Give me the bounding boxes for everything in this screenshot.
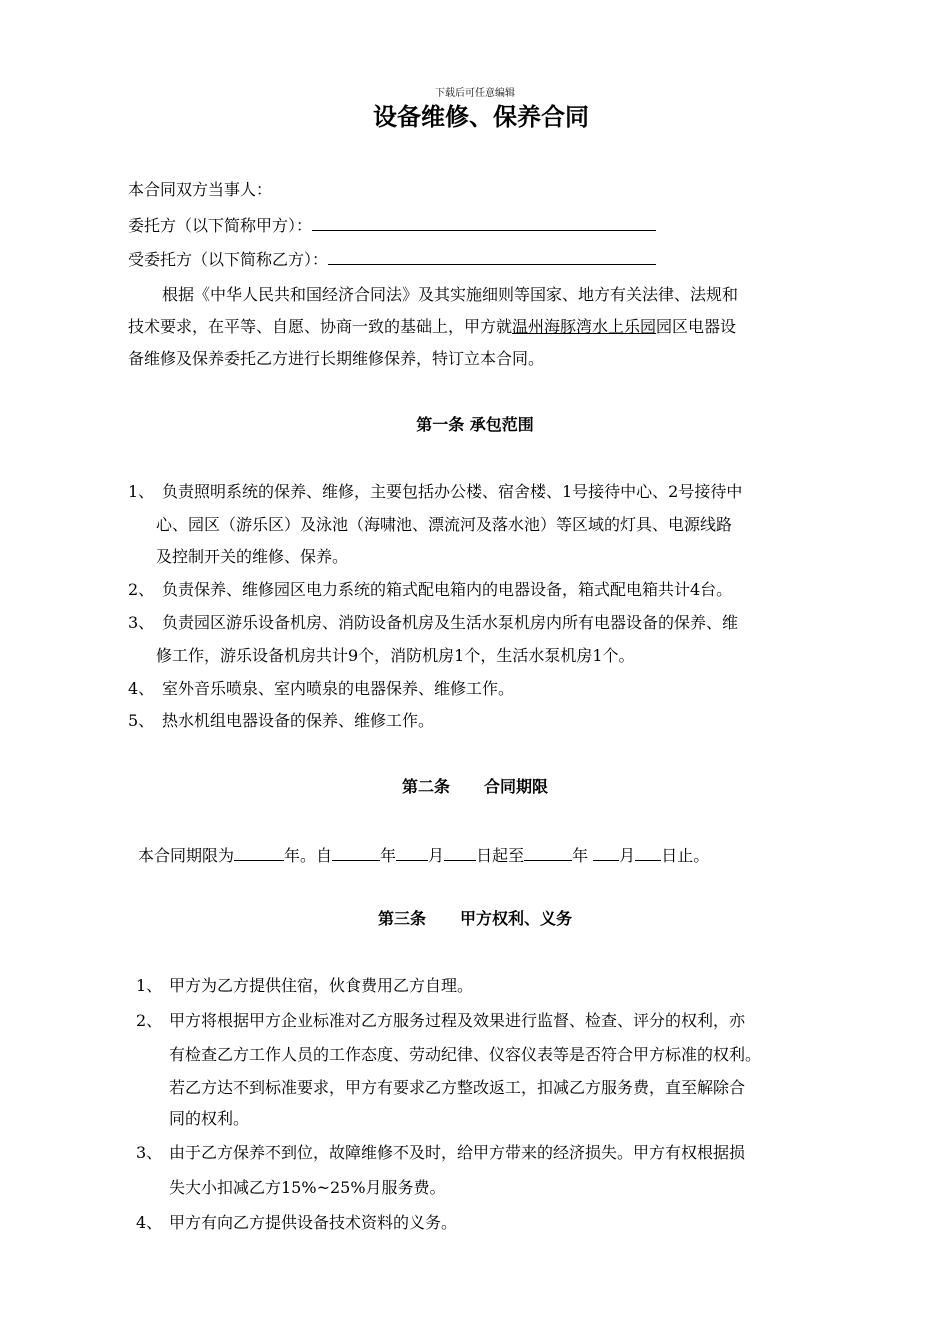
preamble-line-3: 备维修及保养委托乙方进行长期维修保养，特订立本合同。 — [128, 349, 545, 368]
art3-item-1-line: 甲方为乙方提供住宿，伙食费用乙方自理。 — [169, 976, 474, 995]
art1-item-4-line: 室外音乐喷泉、室内喷泉的电器保养、维修工作。 — [162, 679, 515, 698]
party-b-blank[interactable] — [328, 247, 656, 265]
art1-item-5-line: 热水机组电器设备的保养、维修工作。 — [162, 711, 435, 730]
start-year-blank[interactable] — [332, 843, 380, 861]
preamble-line-2 — [128, 316, 736, 338]
art1-item-4-num: 4、 — [128, 679, 155, 698]
art3-item-2-num: 2、 — [136, 1011, 163, 1030]
party-b-label: 受委托方（以下简称乙方）： — [128, 250, 329, 269]
article-3-title: 甲方权利、义务 — [460, 909, 573, 928]
art1-item-1-line: 及控制开关的维修、保养。 — [156, 547, 349, 566]
art1-item-3-num: 3、 — [128, 613, 155, 632]
period-text: 年。自 — [284, 846, 333, 865]
preamble-text: 园区电器设 — [656, 317, 737, 336]
art1-item-3-line: 修工作，游乐设备机房共计9个，消防机房1个，生活水泵机房1个。 — [156, 646, 635, 665]
art3-item-2-line: 有检查乙方工作人员的工作态度、劳动纪律、仪容仪表等是否符合甲方标准的权利。 — [169, 1045, 762, 1064]
period-text: 年 — [380, 846, 397, 865]
preamble-line-1: 根据《中华人民共和国经济合同法》及其实施细则等国家、地方有关法律、法规和 — [162, 285, 739, 304]
art3-item-3-line: 由于乙方保养不到位，故障维修不及时，给甲方带来的经济损失。甲方有权根据损 — [169, 1143, 746, 1162]
period-text: 日起至 — [476, 846, 525, 865]
art1-item-1-line: 心、园区（游乐区）及泳池（海啸池、漂流河及落水池）等区域的灯具、电源线路 — [156, 515, 733, 534]
period-years-blank[interactable] — [234, 843, 284, 861]
preamble-text: 技术要求，在平等、自愿、协商一致的基础上，甲方就 — [128, 317, 513, 336]
period-text: 本合同期限为 — [138, 846, 235, 865]
party-a-blank[interactable] — [312, 213, 656, 231]
period-text: 年 — [572, 846, 594, 865]
document-title: 设备维修、保养合同 — [373, 103, 589, 131]
park-name: 温州海豚湾水上乐园 — [512, 317, 657, 336]
art3-item-2-line: 同的权利。 — [169, 1109, 250, 1128]
art1-item-2-num: 2、 — [128, 580, 155, 599]
article-1-heading: 第一条 承包范围 — [416, 415, 534, 434]
art3-item-2-line: 甲方将根据甲方企业标准对乙方服务过程及效果进行监督、检查、评分的权利，亦 — [169, 1011, 746, 1030]
party-a-line — [128, 213, 656, 237]
art3-item-4-num: 4、 — [136, 1213, 163, 1232]
period-text: 月 — [428, 846, 445, 865]
art3-item-3-line: 失大小扣减乙方15%~25%月服务费。 — [169, 1178, 446, 1197]
article-2-title: 合同期限 — [484, 777, 549, 796]
period-text: 月 — [619, 846, 636, 865]
art1-item-5-num: 5、 — [128, 711, 155, 730]
parties-intro: 本合同双方当事人： — [128, 180, 273, 199]
party-a-label: 委托方（以下简称甲方）： — [128, 216, 313, 235]
contract-period-line — [138, 843, 709, 867]
period-text: 日止。 — [661, 846, 710, 865]
art1-item-1-num: 1、 — [128, 482, 155, 501]
header-note: 下载后可任意编辑 — [435, 88, 515, 99]
article-2-heading — [0, 776, 950, 798]
art3-item-2-line: 若乙方达不到标准要求，甲方有要求乙方整改返工，扣减乙方服务费，直至解除合 — [169, 1078, 746, 1097]
article-2-number: 第二条 — [401, 777, 450, 796]
art3-item-3-num: 3、 — [136, 1143, 163, 1162]
party-b-line — [128, 247, 656, 271]
end-month-blank[interactable] — [593, 843, 619, 861]
art3-item-1-num: 1、 — [136, 976, 163, 995]
article-3-heading — [0, 908, 950, 930]
art3-item-4-line: 甲方有向乙方提供设备技术资料的义务。 — [169, 1213, 458, 1232]
art1-item-2-line: 负责保养、维修园区电力系统的箱式配电箱内的电器设备，箱式配电箱共计4台。 — [162, 580, 733, 599]
start-day-blank[interactable] — [444, 843, 476, 861]
start-month-blank[interactable] — [396, 843, 428, 861]
art1-item-3-line: 负责园区游乐设备机房、消防设备机房及生活水泵机房内所有电器设备的保养、维 — [162, 613, 739, 632]
article-3-number: 第三条 — [377, 909, 426, 928]
end-day-blank[interactable] — [635, 843, 661, 861]
end-year-blank[interactable] — [524, 843, 572, 861]
art1-item-1-line: 负责照明系统的保养、维修，主要包括办公楼、宿舍楼、1号接待中心、2号接待中 — [162, 482, 743, 501]
